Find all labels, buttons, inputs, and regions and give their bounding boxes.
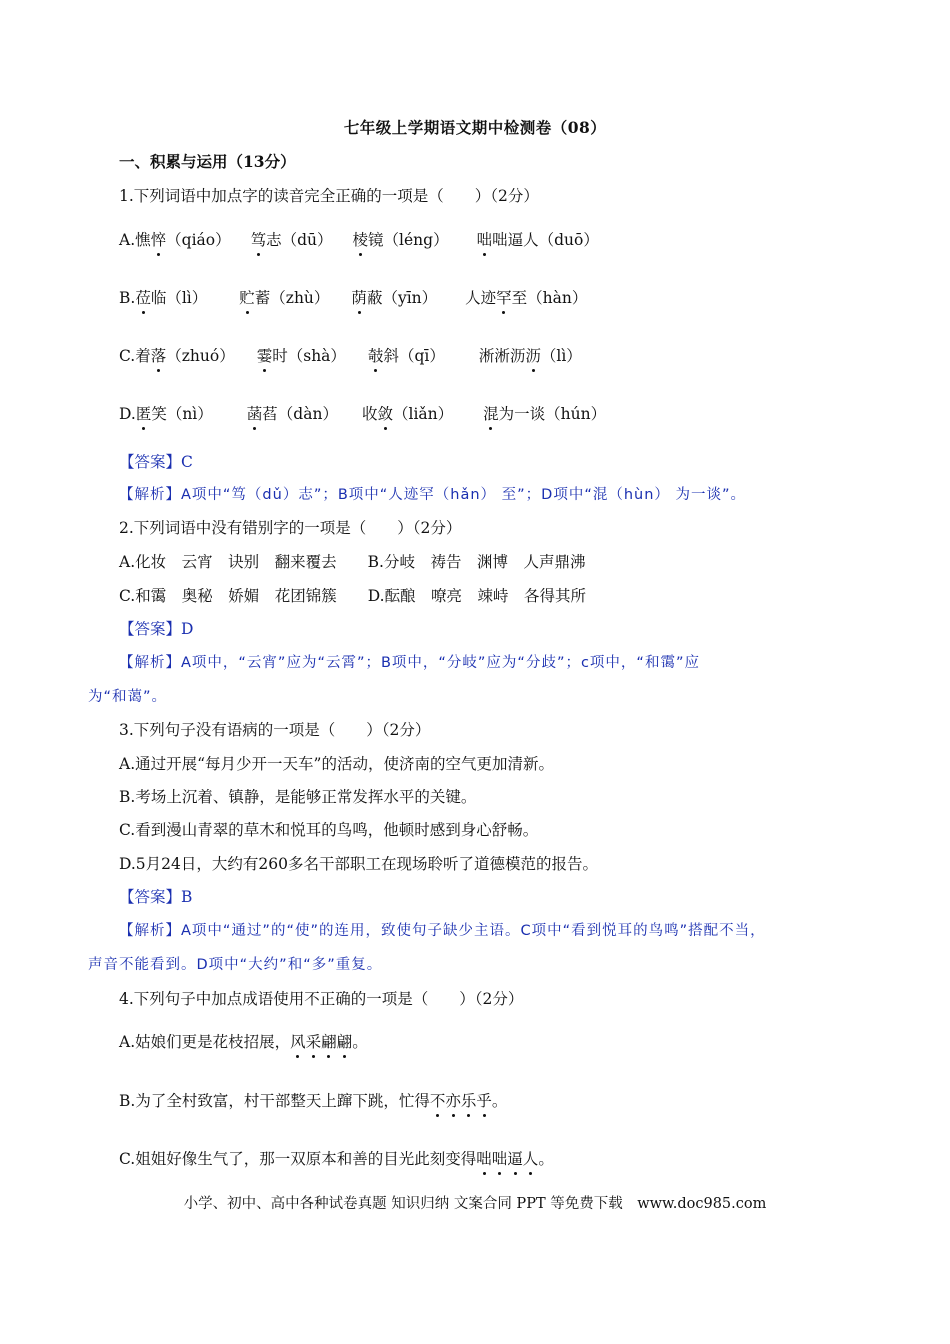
dotted-char: 荫 (351, 286, 367, 308)
dotted-char: 罕 (496, 286, 512, 308)
question-1-stem: 1.下列词语中加点字的读音完全正确的一项是（ ）（2分） (119, 187, 539, 205)
dotted-char: 不 (430, 1089, 446, 1111)
explanation-1: 【解析】A项中“笃（dǔ）志”；B项中“人迹罕（hǎn） 至”；D项中“混（hùn） 为一谈”。 (119, 487, 747, 503)
question-3-stem: 3.下列句子没有语病的一项是（ ）（2分） (119, 721, 431, 739)
dotted-char: 亦 (445, 1089, 461, 1111)
explanation-2-cont: 为“和蔼”。 (88, 689, 168, 705)
dotted-char: 风 (290, 1030, 306, 1052)
dotted-char: 笃 (251, 228, 267, 250)
explanation-2: 【解析】A项中，“云宵”应为“云霄”；B项中，“分岐”应为“分歧”；c项中，“和霭”应 (119, 655, 700, 671)
question-1-option-d: D.匿笑（nì） 菡萏（dàn） 收敛（liǎn） 混为一谈（hún） (119, 402, 606, 424)
question-4-option-c: C.姐姐好像生气了，那一双原本和善的目光此刻变得咄咄逼人。 (119, 1147, 554, 1169)
question-1-option-a: A.憔悴（qiáo） 笃志（dū） 棱镜（léng） 咄咄逼人（duō） (119, 228, 599, 250)
answer-3: 【答案】B (119, 888, 193, 906)
dotted-char: 敛 (377, 402, 393, 424)
section-heading: 一、积累与运用（13分） (119, 152, 296, 171)
question-3-option-b: B.考场上沉着、镇静，是能够正常发挥水平的关键。 (119, 788, 477, 806)
dotted-char: 乐 (461, 1089, 477, 1111)
question-3-option-d: D.5月24日，大约有260多名干部职工在现场聆听了道德模范的报告。 (119, 855, 598, 873)
dotted-char: 匿 (136, 402, 152, 424)
dotted-char: 混 (483, 402, 499, 424)
question-1-option-b: B.莅临（lì） 贮蓄（zhù） 荫蔽（yīn） 人迹罕至（hàn） (119, 286, 587, 308)
question-2-options-cd: C.和霭 奥秘 娇媚 花团锦簇 D.酝酿 嘹亮 竦峙 各得其所 (119, 587, 587, 605)
question-4-option-a: A.姑娘们更是花枝招展，风采翩翩。 (119, 1030, 368, 1052)
dotted-char: 咄 (477, 228, 493, 250)
dotted-char: 翩 (321, 1030, 337, 1052)
page-footer: 小学、初中、高中各种试卷真题 知识归纳 文案合同 PPT 等免费下载 www.doc985.com (183, 1196, 767, 1212)
question-4-option-b: B.为了全村致富，村干部整天上蹿下跳，忙得不亦乐乎。 (119, 1089, 507, 1111)
dotted-char: 咄 (476, 1147, 492, 1169)
question-2-options-ab: A.化妆 云宵 诀别 翻来覆去 B.分岐 祷告 渊博 人声鼎沸 (119, 553, 586, 571)
dotted-char: 采 (306, 1030, 322, 1052)
dotted-char: 悴 (151, 228, 167, 250)
dotted-char: 菡 (247, 402, 263, 424)
question-3-option-c: C.看到漫山青翠的草木和悦耳的鸟鸣，他顿时感到身心舒畅。 (119, 821, 539, 839)
dotted-char: 咄 (492, 1147, 508, 1169)
dotted-char: 乎 (476, 1089, 492, 1111)
question-2-stem: 2.下列词语中没有错别字的一项是（ ）（2分） (119, 519, 462, 537)
page-title: 七年级上学期语文期中检测卷（08） (343, 118, 607, 137)
dotted-char: 莅 (135, 286, 151, 308)
question-3-option-a: A.通过开展“每月少开一天车”的活动，使济南的空气更加清新。 (119, 755, 554, 773)
answer-1: 【答案】C (119, 453, 193, 471)
dotted-char: 人 (523, 1147, 539, 1169)
answer-2: 【答案】D (119, 620, 194, 638)
dotted-char: 棱 (353, 228, 369, 250)
dotted-char: 沥 (525, 344, 541, 366)
question-4-stem: 4.下列句子中加点成语使用不正确的一项是（ ）（2分） (119, 990, 524, 1008)
question-1-option-c: C.着落（zhuó） 霎时（shà） 攲斜（qī） 淅淅沥沥（lì） (119, 344, 582, 366)
dotted-char: 霎 (257, 344, 273, 366)
dotted-char: 逼 (507, 1147, 523, 1169)
dotted-char: 贮 (239, 286, 255, 308)
explanation-3: 【解析】A项中“通过”的“使”的连用，致使句子缺少主语。C项中“看到悦耳的鸟鸣”搭配不当， (119, 923, 766, 939)
dotted-char: 翩 (337, 1030, 353, 1052)
dotted-char: 攲 (368, 344, 384, 366)
explanation-3-cont: 声音不能看到。D项中“大约”和“多”重复。 (88, 957, 383, 973)
dotted-char: 落 (151, 344, 167, 366)
